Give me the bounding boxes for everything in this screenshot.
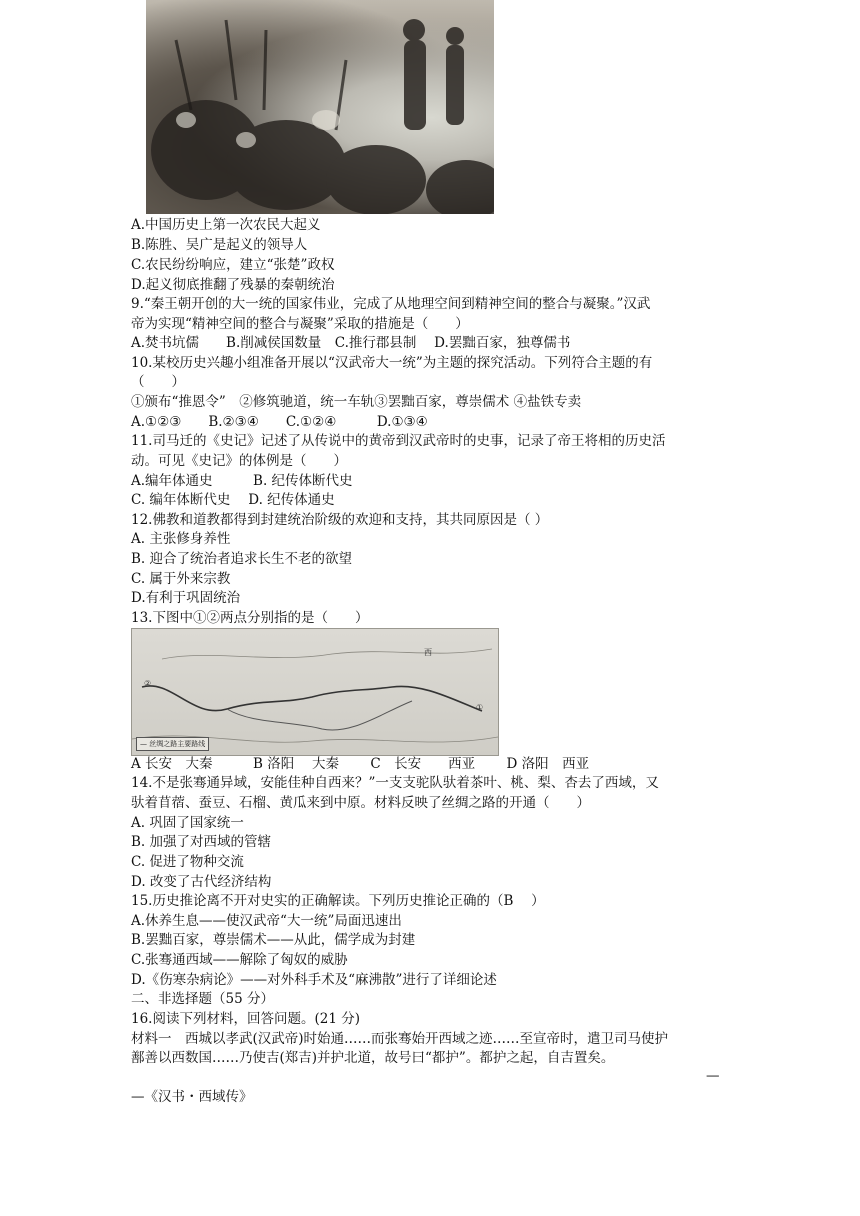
q14-option-a: A. 巩固了国家统一 — [131, 815, 244, 831]
q13-options: A 长安 大秦 B 洛阳 大秦 C 长安 西亚 D 洛阳 西亚 — [131, 756, 590, 772]
q14-stem-line2: 驮着苜蓿、蚕豆、石榴、黄瓜来到中原。材料反映了丝绸之路的开通（ ） — [131, 795, 590, 811]
q10-stem-line1: 10.某校历史兴趣小组准备开展以“汉武帝大一统”为主题的探究活动。下列符合主题的有 — [131, 355, 653, 371]
q12-stem: 12.佛教和道教都得到封建统治阶级的欢迎和支持，其共同原因是（ ） — [131, 512, 549, 528]
q15-option-c: C.张骞通西域——解除了匈奴的威胁 — [131, 952, 348, 968]
silk-road-map — [131, 628, 499, 756]
q16-material1-line1: 材料一 西城以孝武(汉武帝)时始通……而张骞始开西域之迹……至宣帝时，遣卫司马使护 — [131, 1031, 669, 1047]
map-label-xi: 西 — [424, 648, 432, 657]
q10-options: A.①②③ B.②③④ C.①②④ D.①③④ — [131, 414, 428, 430]
q11-options-line1: A.编年体通史 B. 纪传体断代史 — [131, 473, 353, 489]
q14-option-c: C. 促进了物种交流 — [131, 854, 244, 870]
q13-stem: 13.下图中①②两点分别指的是（ ） — [131, 610, 369, 626]
q12-option-a: A. 主张修身养性 — [131, 531, 231, 547]
q8-option-d: D.起义彻底推翻了残暴的秦朝统治 — [131, 277, 335, 293]
section-heading: 二、非选择题（55 分） — [131, 991, 274, 1007]
q14-option-b: B. 加强了对西域的管辖 — [131, 834, 272, 850]
q12-option-b: B. 迎合了统治者追求长生不老的欲望 — [131, 551, 353, 567]
q11-stem-line1: 11.司马迁的《史记》记述了从传说中的黄帝到汉武帝时的史事，记录了帝王将相的历史活 — [131, 433, 666, 449]
q11-stem-line2: 动。可见《史记》的体例是（ ） — [131, 453, 347, 469]
map-point-1: ① — [476, 703, 484, 712]
source-dash: — — [706, 1068, 720, 1084]
q15-option-a: A.休养生息——使汉武帝“大一统”局面迅速出 — [131, 913, 402, 929]
q9-stem-line1: 9.“秦王朝开创的大一统的国家伟业，完成了从地理空间到精神空间的整合与凝聚。”汉武 — [131, 296, 651, 312]
q11-options-line2: C. 编年体断代史 D. 纪传体通史 — [131, 492, 335, 508]
map-legend: — 丝绸之路主要路线 — [136, 737, 209, 751]
q8-option-a: A.中国历史上第一次农民大起义 — [131, 217, 321, 233]
q10-stem-line2: （ ） — [131, 374, 185, 390]
q16-stem: 16.阅读下列材料，回答问题。(21 分) — [131, 1011, 360, 1027]
q12-option-d: D.有利于巩固统治 — [131, 590, 241, 606]
q9-stem-line2: 帝为实现“精神空间的整合与凝聚”采取的措施是（ ） — [131, 316, 469, 332]
map-point-2: ② — [144, 679, 152, 688]
q16-material1-line2: 鄯善以西数国……乃使吉(郑吉)并护北道，故号曰“都护”。都护之起，自吉置矣。 — [131, 1050, 615, 1066]
q9-options: A.焚书坑儒 B.削减侯国数量 C.推行郡县制 D.罢黜百家，独尊儒书 — [131, 335, 571, 351]
painting-figures — [146, 0, 494, 214]
q8-option-c: C.农民纷纷响应，建立“张楚”政权 — [131, 257, 335, 273]
q15-option-d: D.《伤寒杂病论》——对外科手术及“麻沸散”进行了详细论述 — [131, 972, 497, 988]
q12-option-c: C. 属于外来宗教 — [131, 571, 231, 587]
uprising-painting — [146, 0, 494, 214]
q14-stem-line1: 14.不是张骞通异域，安能佳种自西来？”一支支驼队驮着茶叶、桃、梨、杏去了西域，又 — [131, 775, 659, 791]
q14-option-d: D. 改变了古代经济结构 — [131, 874, 272, 890]
q15-option-b: B.罢黜百家，尊崇儒术——从此，儒学成为封建 — [131, 932, 416, 948]
q8-option-b: B.陈胜、吴广是起义的领导人 — [131, 237, 308, 253]
q16-source: —《汉书・西域传》 — [131, 1089, 253, 1105]
q10-items: ①颁布“推恩令” ②修筑驰道，统一车轨③罢黜百家，尊崇儒术 ④盐铁专卖 — [131, 394, 582, 410]
q15-stem: 15.历史推论离不开对史实的正确解读。下列历史推论正确的（B ） — [131, 893, 545, 909]
